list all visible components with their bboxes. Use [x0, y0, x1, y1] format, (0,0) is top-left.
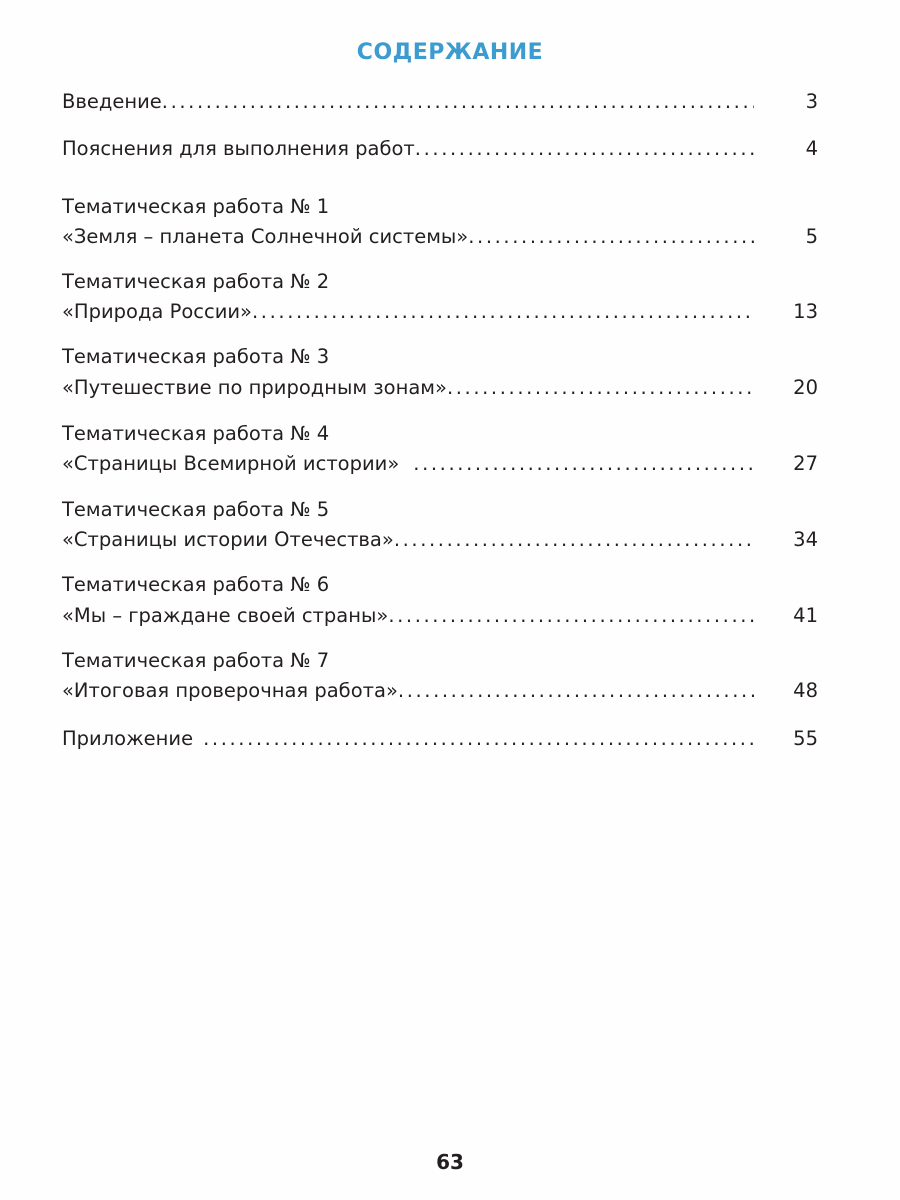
toc-entry-text: Пояснения для выполнения работ [62, 137, 415, 160]
toc-entry-text: «Земля – планета Солнечной системы» [62, 225, 469, 248]
toc-entry-page: 41 [793, 604, 818, 627]
toc-entry-text: «Страницы Всемирной истории» [62, 452, 400, 475]
toc-entry[interactable] [62, 374, 818, 402]
toc-entry-page: 34 [793, 528, 818, 551]
toc-entry-text: «Мы – граждане своей страны» [62, 604, 389, 627]
toc-entry-page: 55 [793, 727, 818, 750]
leader-dots [415, 135, 754, 163]
toc-entry[interactable] [62, 602, 818, 630]
toc-entry[interactable] [62, 677, 818, 705]
toc-entry-heading: Тематическая работа № 5 [62, 498, 330, 521]
leader-dots [398, 677, 754, 705]
toc-entry-heading: Тематическая работа № 6 [62, 573, 330, 596]
toc-entry-text: «Итоговая проверочная работа» [62, 679, 398, 702]
toc-entry-heading: Тематическая работа № 4 [62, 422, 330, 445]
toc-entry-text: Приложение [62, 727, 194, 750]
toc-entry-page: 27 [793, 452, 818, 475]
toc-entry[interactable] [62, 725, 818, 753]
toc-entry-text: «Природа России» [62, 300, 252, 323]
leader-dots [162, 88, 754, 116]
toc-entry[interactable] [62, 450, 818, 478]
leader-dots [413, 450, 754, 478]
toc-entry-page: 3 [805, 90, 818, 113]
leader-dots [447, 374, 754, 402]
leader-dots [203, 725, 754, 753]
toc-entry-text: «Путешествие по природным зонам» [62, 376, 447, 399]
toc-entry[interactable] [62, 298, 818, 326]
toc-entry-page: 48 [793, 679, 818, 702]
leader-dots [468, 223, 754, 251]
leader-dots [388, 602, 754, 630]
leader-dots [252, 298, 754, 326]
toc-entry-page: 5 [805, 225, 818, 248]
toc-entry[interactable] [62, 88, 818, 116]
toc-entry-page: 13 [793, 300, 818, 323]
toc-entry-text: Введение [62, 90, 162, 113]
toc-entry-heading: Тематическая работа № 3 [62, 345, 330, 368]
toc-entry-heading: Тематическая работа № 7 [62, 649, 330, 672]
toc-entry-page: 4 [805, 137, 818, 160]
toc-entry-heading: Тематическая работа № 2 [62, 270, 330, 293]
page-title: СОДЕРЖАНИЕ [356, 40, 544, 65]
leader-dots [394, 526, 754, 554]
toc-entry[interactable] [62, 135, 818, 163]
page-number: 63 [436, 1150, 464, 1174]
toc-entry[interactable] [62, 526, 818, 554]
toc-entry-heading: Тематическая работа № 1 [62, 195, 330, 218]
toc-entry-text: «Страницы истории Отечества» [62, 528, 394, 551]
toc-entry-page: 20 [793, 376, 818, 399]
toc-entry[interactable] [62, 223, 818, 251]
